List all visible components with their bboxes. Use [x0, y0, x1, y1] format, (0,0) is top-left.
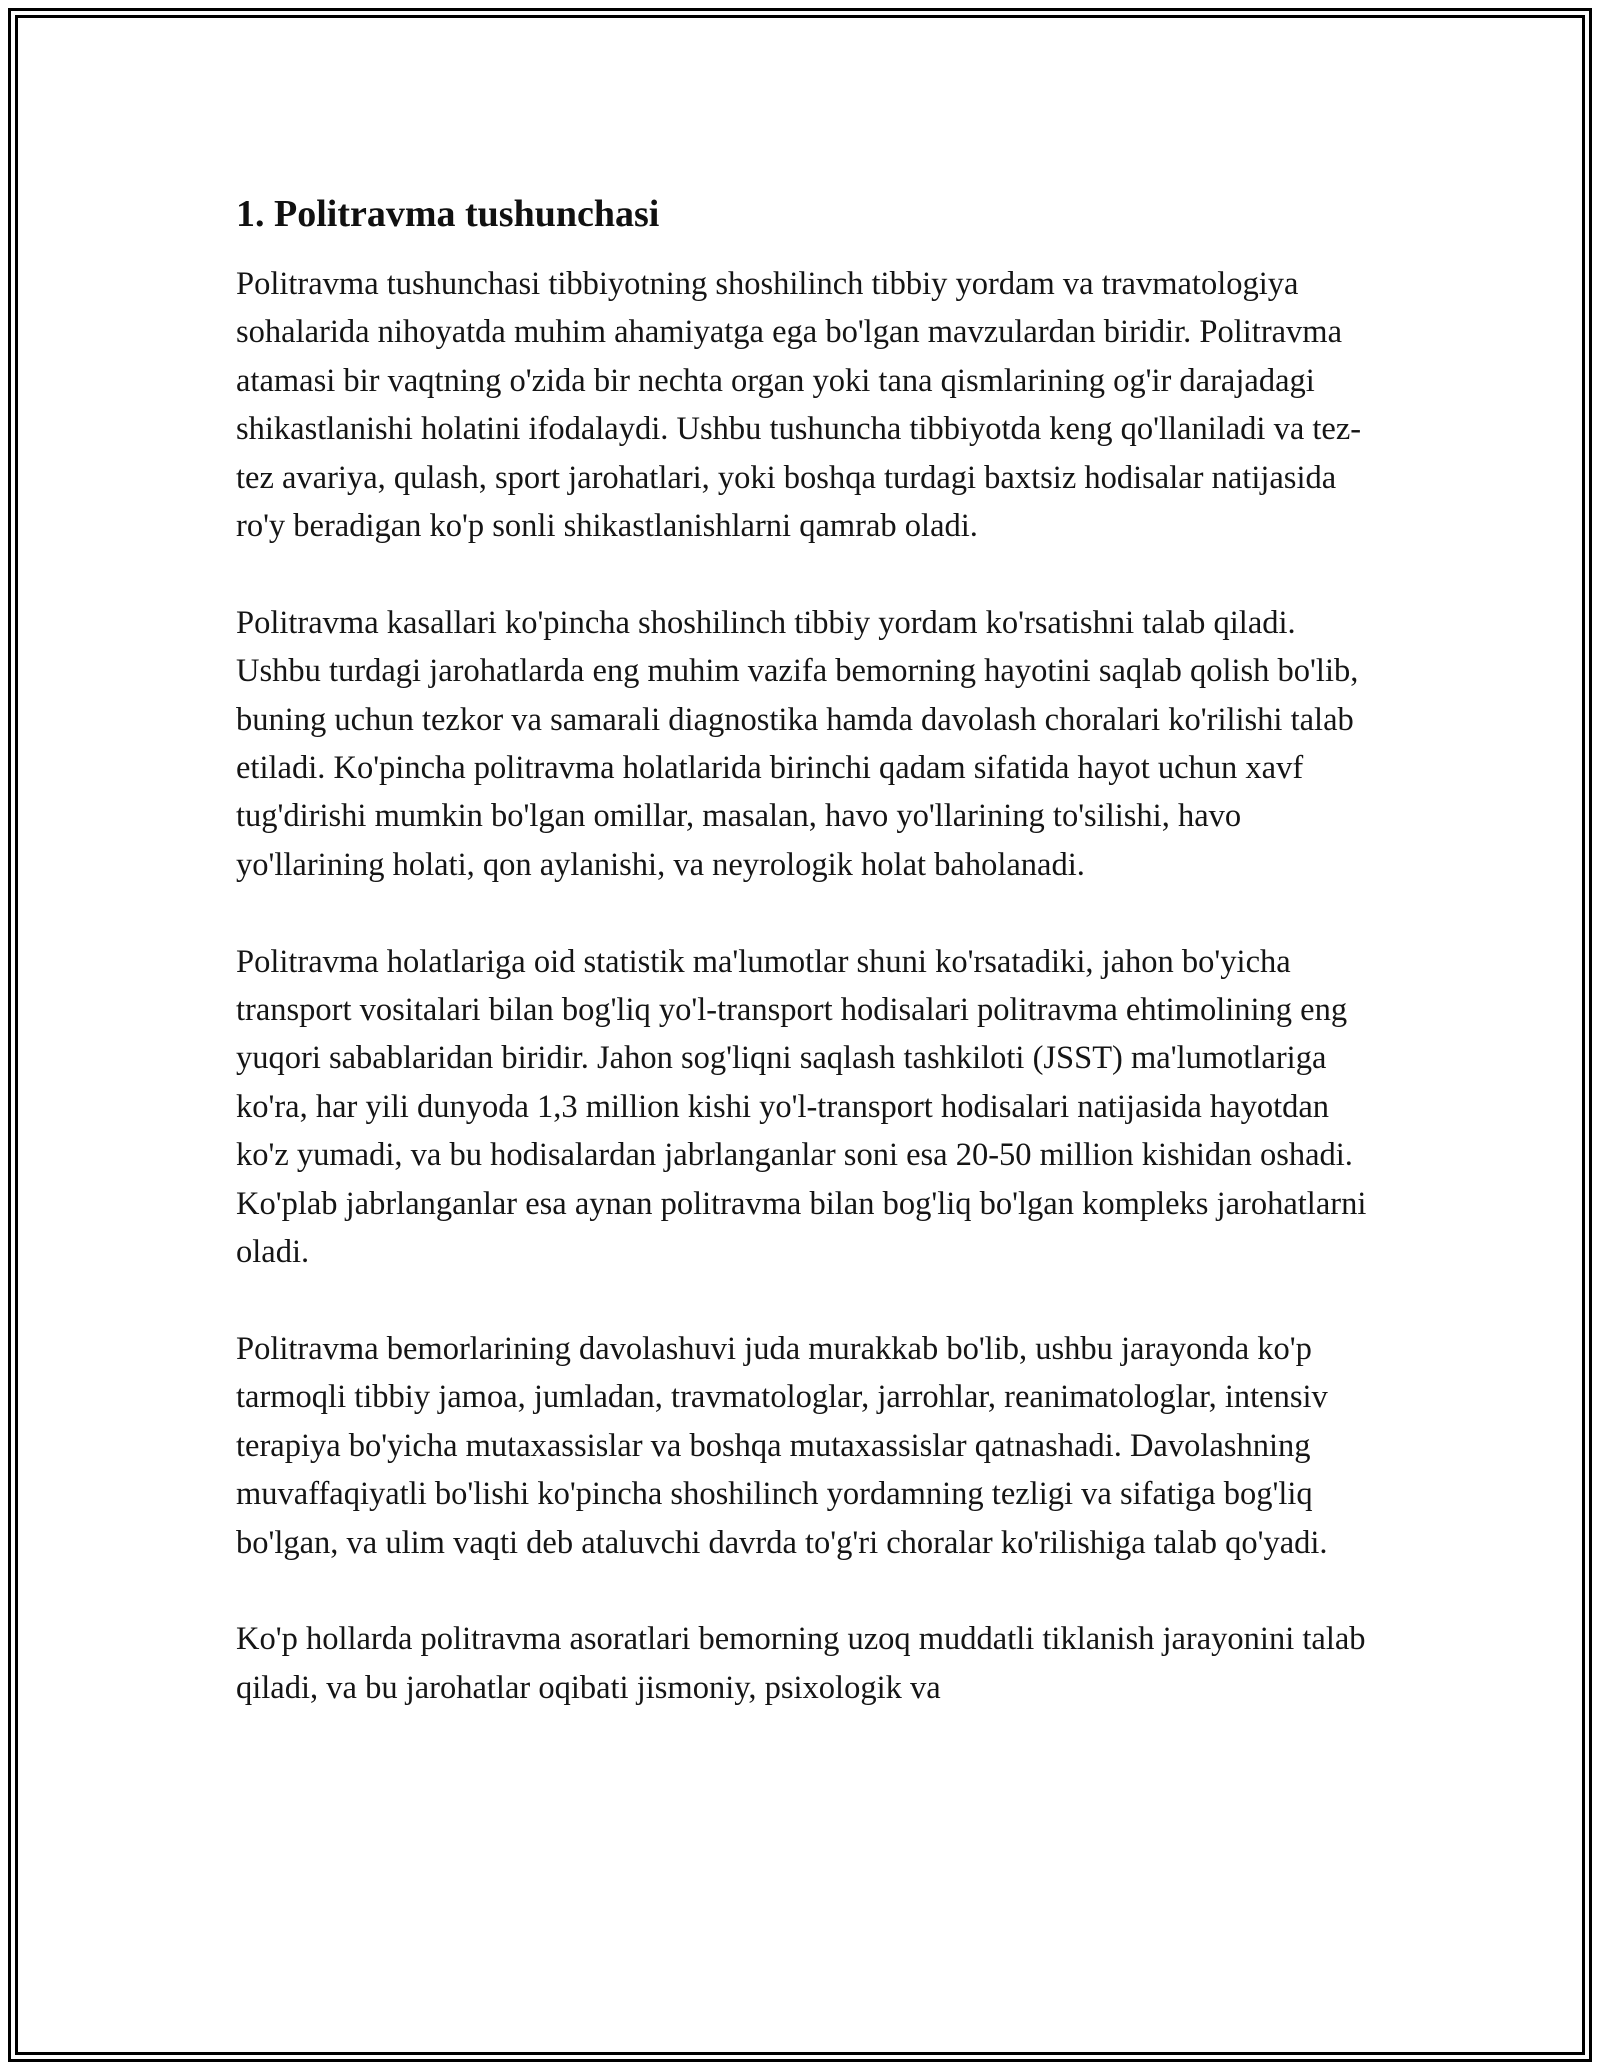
- document-body: [236, 188, 1376, 1761]
- section-heading: 1. Politravma tushunchasi: [236, 193, 660, 235]
- paragraph-2: Politravma kasallari ko'pincha shoshilinch tibbiy yordam ko'rsatishni talab qiladi. Ushbu turdagi jarohatlarda eng muhim vazifa bemorning hayotini saqlab qolish bo'lib, buning uchun tezkor va samarali diagnostika hamda davolash choralari ko'rilishi talab etiladi. Ko'pincha politravma holatlarida birinchi qadam sifatida hayot uchun xavf tug'dirishi mumkin bo'lgan omillar, masalan, havo yo'llarining to'silishi, havo yo'llarining holati, qon aylanishi, va neyrologik holat baholanadi.: [236, 604, 1359, 883]
- paragraph-1: Politravma tushunchasi tibbiyotning shoshilinch tibbiy yordam va travmatologiya sohalarida nihoyatda muhim ahamiyatga ega bo'lgan mavzulardan biridir. Politravma atamasi bir vaqtning o'zida bir nechta organ yoki tana qismlarining og'ir darajadagi shikastlanishi holatini ifodalaydi. Ushbu tushuncha tibbiyotda keng qo'llaniladi va tez-tez avariya, qulash, sport jarohatlari, yoki boshqa turdagi baxtsiz hodisalar natijasida ro'y beradigan ko'p sonli shikastlanishlarni qamrab oladi.: [236, 266, 1362, 545]
- paragraph-5: Ko'p hollarda politravma asoratlari bemorning uzoq muddatli tiklanish jarayonini talab qiladi, va bu jarohatlar oqibati jismoniy, psixologik va: [236, 1621, 1366, 1706]
- paragraph-4: Politravma bemorlarining davolashuvi juda murakkab bo'lib, ushbu jarayonda ko'p tarmoqli tibbiy jamoa, jumladan, travmatologlar, jarrohlar, reanimatologlar, intensiv terapiya bo'yicha mutaxassislar va boshqa mutaxassislar qatnashadi. Davolashning muvaffaqiyatli bo'lishi ko'pincha shoshilinch yordamning tezligi va sifatiga bog'liq bo'lgan, va ulim vaqti deb ataluvchi davrda to'g'ri choralar ko'rilishiga talab qo'yadi.: [236, 1330, 1328, 1561]
- paragraph-3: Politravma holatlariga oid statistik ma'lumotlar shuni ko'rsatadiki, jahon bo'yicha transport vositalari bilan bog'liq yo'l-transport hodisalari politravma ehtimolining eng yuqori sabablaridan biridir. Jahon sog'liqni saqlash tashkiloti (JSST) ma'lumotlariga ko'ra, har yili dunyoda 1,3 million kishi yo'l-transport hodisalari natijasida hayotdan ko'z yumadi, va bu hodisalardan jabrlanganlar soni esa 20-50 million kishidan oshadi. Ko'plab jabrlanganlar esa aynan politravma bilan bog'liq bo'lgan kompleks jarohatlarni oladi.: [236, 943, 1367, 1271]
